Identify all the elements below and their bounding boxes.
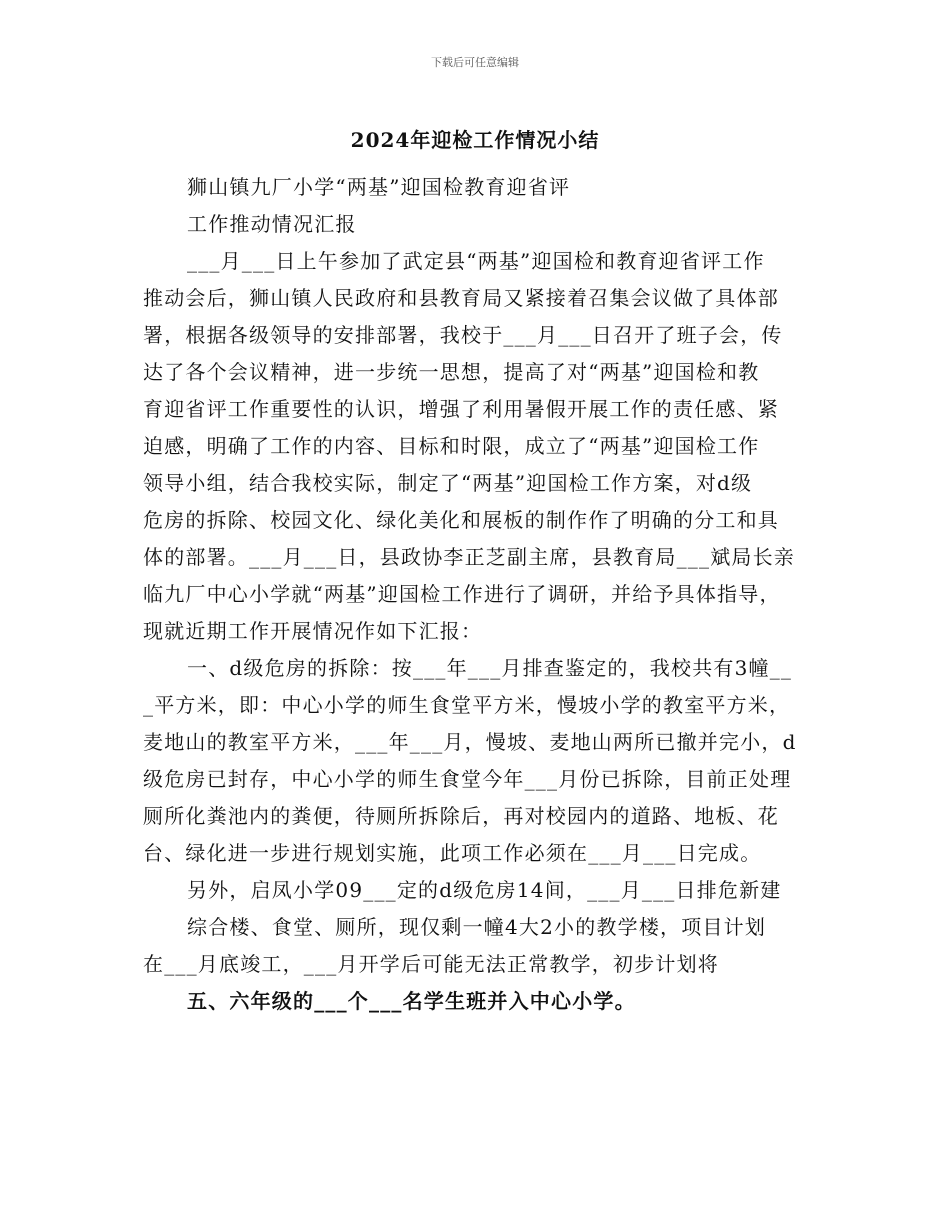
body-line: 级危房已封存，中心小学的师生食堂今年___月份已拆除，目前正处理 (143, 767, 792, 791)
body-line: 现就近期工作开展情况作如下汇报： (143, 619, 483, 643)
body-line: 另外，启凤小学09___定的d级危房14间，___月___日排危新建 (187, 878, 782, 902)
body-line: ___月___日上午参加了武定县“两基”迎国检和教育迎省评工作 (187, 249, 765, 273)
body-line: 临九厂中心小学就“两基”迎国检工作进行了调研，并给予具体指导， (143, 582, 781, 606)
subtitle-line-1: 狮山镇九厂小学“两基”迎国检教育迎省评 (187, 175, 571, 199)
body-line: 迫感，明确了工作的内容、目标和时限，成立了“两基”迎国检工作 (143, 434, 760, 458)
page-header-note: 下载后可任意编辑 (431, 56, 519, 69)
body-line: 推动会后，狮山镇人民政府和县教育局又紧接着召集会议做了具体部 (143, 286, 779, 310)
body-line: 危房的拆除、校园文化、绿化美化和展板的制作作了明确的分工和具 (143, 508, 779, 532)
body-line: 麦地山的教室平方米，___年___月，慢坡、麦地山两所已撤并完小，d (143, 730, 797, 754)
body-line: 台、绿化进一步进行规划实施，此项工作必须在___月___日完成。 (143, 841, 762, 865)
body-line: _平方米，即：中心小学的师生食堂平方米，慢坡小学的教室平方米， (143, 693, 791, 717)
body-line: 在___月底竣工，___月开学后可能无法正常教学，初步计划将 (143, 952, 719, 976)
section-five-line: 五、六年级的___个___名学生班并入中心小学。 (187, 989, 636, 1013)
body-line: 署，根据各级领导的安排部署，我校于___月___日召开了班子会，传 (143, 323, 783, 347)
document-title: 2024年迎检工作情况小结 (350, 128, 600, 152)
body-line: 厕所化粪池内的粪便，待厕所拆除后，再对校园内的道路、地板、花 (143, 804, 779, 828)
body-line: 达了各个会议精神，进一步统一思想，提高了对“两基”迎国检和教 (143, 360, 760, 384)
subtitle-line-2: 工作推动情况汇报 (187, 212, 357, 236)
body-line: 育迎省评工作重要性的认识，增强了利用暑假开展工作的责任感、紧 (143, 397, 779, 421)
section-one-line: 一、d级危房的拆除：按___年___月排查鉴定的，我校共有3幢__ (187, 656, 793, 680)
body-line: 体的部署。___月___日，县政协李正芝副主席，县教育局___斌局长亲 (143, 545, 795, 569)
body-line: 综合楼、食堂、厕所，现仅剩一幢4大2小的教学楼，项目计划 (187, 915, 767, 939)
body-line: 领导小组，结合我校实际，制定了“两基”迎国检工作方案，对d级 (143, 471, 753, 495)
